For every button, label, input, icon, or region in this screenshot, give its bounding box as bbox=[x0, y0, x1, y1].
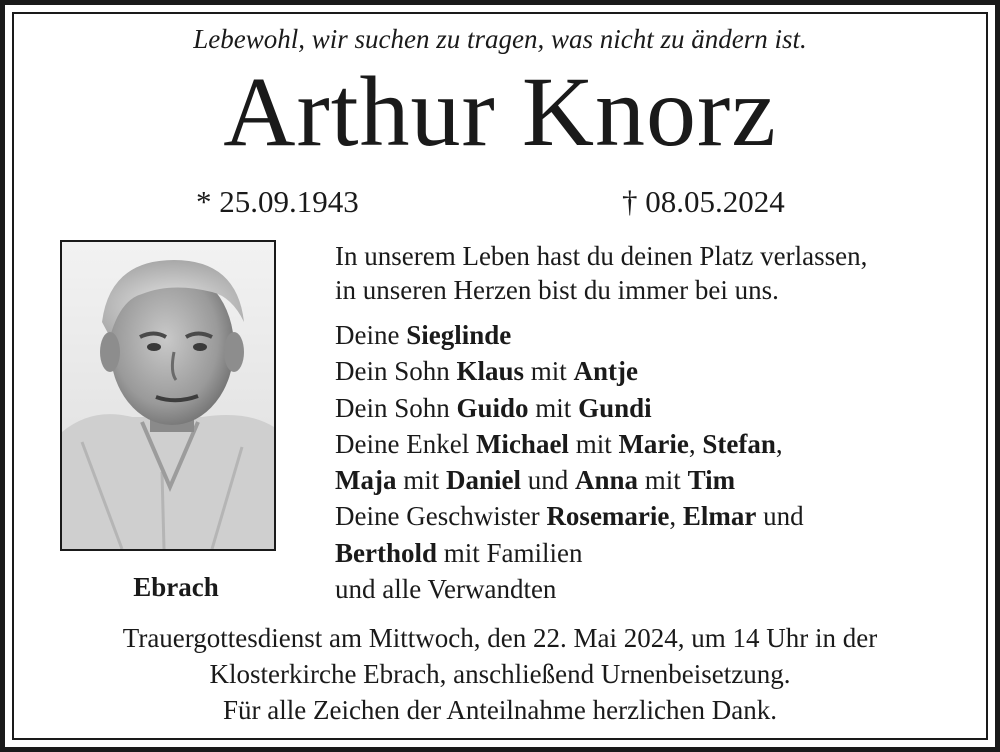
family-list bbox=[335, 317, 804, 607]
relative-name: Tim bbox=[687, 465, 736, 496]
text: , bbox=[669, 501, 683, 532]
deceased-name: Arthur Knorz bbox=[223, 56, 777, 167]
family-line bbox=[335, 498, 804, 534]
portrait-image bbox=[62, 242, 274, 549]
service-line: Klosterkirche Ebrach, anschließend Urnenbeisetzung. bbox=[209, 659, 791, 689]
relative-name: Elmar bbox=[682, 501, 757, 532]
text: mit bbox=[528, 392, 579, 423]
relative-name: Gundi bbox=[578, 392, 652, 423]
place-name: Ebrach bbox=[133, 572, 219, 602]
service-line: Trauergottesdienst am Mittwoch, den 22. Mai 2024, um 14 Uhr in der bbox=[122, 623, 878, 653]
family-line bbox=[335, 426, 804, 462]
text: mit bbox=[638, 465, 688, 496]
poem bbox=[335, 239, 867, 307]
family-line bbox=[335, 535, 804, 571]
text: mit bbox=[396, 465, 446, 496]
relative-name: Stefan bbox=[702, 428, 776, 459]
text: mit Familien bbox=[437, 537, 583, 568]
service-line: Für alle Zeichen der Anteilnahme herzlichen Dank. bbox=[222, 695, 778, 725]
relative-name: Anna bbox=[575, 465, 639, 496]
text: und bbox=[756, 501, 804, 532]
motto: Lebewohl, wir suchen zu tragen, was nicht zu ändern ist. bbox=[193, 24, 807, 54]
poem-line: in unseren Herzen bist du immer bei uns. bbox=[335, 275, 779, 305]
poem-line: In unserem Leben hast du deinen Platz verlassen, bbox=[335, 241, 868, 271]
text: Dein Sohn bbox=[335, 356, 457, 387]
text: Deine Geschwister bbox=[335, 501, 547, 532]
death-date: † 08.05.2024 bbox=[622, 184, 785, 219]
family-line bbox=[335, 462, 804, 498]
text: und alle Verwandten bbox=[335, 574, 557, 605]
family-line bbox=[335, 353, 804, 389]
text: mit bbox=[568, 428, 619, 459]
text: Dein Sohn bbox=[335, 392, 457, 423]
relative-name: Klaus bbox=[456, 356, 525, 387]
relative-name: Sieglinde bbox=[406, 320, 512, 350]
text: Deine Enkel bbox=[335, 428, 476, 459]
family-line bbox=[335, 571, 804, 607]
text: , bbox=[775, 428, 783, 459]
service-notice bbox=[0, 620, 1000, 728]
relative-name: Marie bbox=[618, 428, 689, 459]
birth-date: * 25.09.1943 bbox=[196, 184, 359, 219]
relative-name: Michael bbox=[475, 428, 569, 459]
text: , bbox=[688, 428, 703, 459]
relative-name: Maja bbox=[335, 465, 397, 496]
portrait-photo bbox=[60, 240, 276, 551]
text: Deine bbox=[335, 320, 407, 350]
family-line bbox=[335, 317, 804, 353]
text: mit bbox=[524, 356, 574, 387]
relative-name: Berthold bbox=[335, 537, 438, 568]
family-line bbox=[335, 390, 804, 426]
text: und bbox=[521, 465, 576, 496]
relative-name: Daniel bbox=[446, 465, 522, 496]
relative-name: Rosemarie bbox=[546, 501, 670, 532]
relative-name: Antje bbox=[573, 356, 639, 387]
relative-name: Guido bbox=[456, 392, 529, 423]
